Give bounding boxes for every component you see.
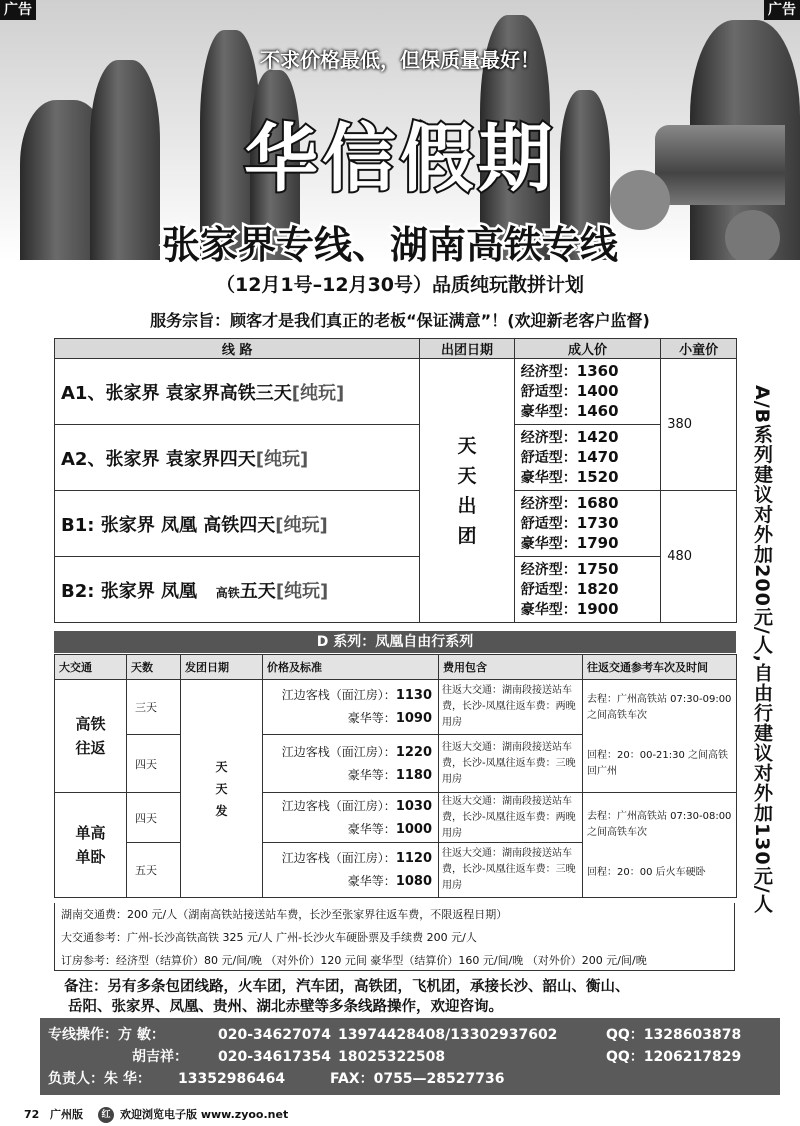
brand-title: 华信假期 [244, 116, 556, 202]
d-includes: 往返大交通：湖南段接送站车费，长沙-凤凰往返车费：三晚用房 [439, 843, 583, 898]
d-price: 江边客栈（面江房）：1130 豪华等：1090 [263, 680, 439, 735]
d-days: 四天 [127, 735, 181, 793]
header-route: 线 路 [55, 339, 420, 359]
note-hunan-transport: 湖南交通费：200 元/人（湖南高铁站接送站车费，长沙至张家界往返车费，不限返程日期） [61, 908, 508, 921]
contact-row [40, 1046, 780, 1068]
contact-phone: 13352986464 [178, 1071, 286, 1087]
page-number: 72 [24, 1108, 40, 1121]
price-a2: 经济型：1420 舒适型：1470 豪华型：1520 [514, 425, 660, 491]
header-depart: 出团日期 [420, 339, 515, 359]
d-header: 价格及标准 [263, 655, 439, 680]
d-days: 五天 [127, 843, 181, 898]
d-price: 江边客栈（面江房）：1220 豪华等：1180 [263, 735, 439, 793]
contact-qq: QQ：1328603878 [606, 1027, 742, 1043]
child-price-a: 380 [661, 359, 737, 491]
route-b2: B2: 张家界 凤凰 高铁五天[纯玩] [55, 557, 420, 623]
contact-row [40, 1024, 780, 1046]
website-link[interactable]: 欢迎浏览电子版 www.zyoo.net [120, 1108, 289, 1121]
d-days: 三天 [127, 680, 181, 735]
service-motto: 服务宗旨：顾客才是我们真正的老板“保证满意”！(欢迎新老客户监督) [150, 311, 650, 330]
contact-label: 负责人：朱 华： [48, 1071, 151, 1087]
slogan: 不求价格最低，但保质量最好！ [260, 48, 540, 72]
date-range: （12月1号–12月30号）品质纯玩散拼计划 [215, 274, 585, 296]
d-daily: 天 天 发 [181, 680, 263, 898]
note-room-ref: 订房参考：经济型（结算价）80 元/间/晚 （对外价）120 元间 豪华型（结算价）160 元/间/晚 （对外价）200 元/间/晚 [61, 954, 647, 967]
contact-label: 胡吉祥： [132, 1049, 188, 1065]
d-header: 往返交通参考车次及时间 [583, 655, 737, 680]
d-series-title: D 系列：凤凰自由行系列 [54, 631, 736, 653]
child-price-b: 480 [661, 491, 737, 623]
price-a1: 经济型：1360 舒适型：1400 豪华型：1460 [514, 359, 660, 425]
contact-mobile: 18025322508 [338, 1049, 446, 1065]
d-header: 天数 [127, 655, 181, 680]
d-header: 费用包含 [439, 655, 583, 680]
contact-panel [40, 1018, 780, 1095]
contact-fax: FAX：0755—28527736 [330, 1071, 505, 1087]
price-b1: 经济型：1680 舒适型：1730 豪华型：1790 [514, 491, 660, 557]
header-adult: 成人价 [514, 339, 660, 359]
contact-phone: 020-34617354 [218, 1049, 331, 1065]
edition-label: 广州版 [50, 1108, 83, 1121]
route-a1: A1、张家界 袁家界高铁三天[纯玩] [55, 359, 420, 425]
d-days: 四天 [127, 793, 181, 843]
route-price-table [54, 338, 737, 623]
remark: 备注：另有多条包团线路，火车团，汽车团，高铁团，飞机团，承接长沙、韶山、衡山、 岳阳、张家界、凤凰、贵州、湖北赤壁等多条线路操作，欢迎咨询。 [64, 979, 630, 1015]
ad-tag-right: 广告 [764, 0, 800, 20]
d-includes: 往返大交通：湖南段接送站车费，长沙-凤凰往返车费：三晚用房 [439, 735, 583, 793]
subtitle: 张家界专线、湖南高铁专线 [161, 223, 618, 267]
route-a2: A2、张家界 袁家界四天[纯玩] [55, 425, 420, 491]
contact-phone: 020-34627074 [218, 1027, 331, 1043]
route-b1: B1: 张家界 凤凰 高铁四天[纯玩] [55, 491, 420, 557]
publisher-logo-icon: 红 [98, 1107, 114, 1123]
ad-tag-left: 广告 [0, 0, 36, 20]
d-header: 发团日期 [181, 655, 263, 680]
contact-mobile: 13974428408/13302937602 [338, 1027, 558, 1043]
d-transport-high-speed: 去程：广州高铁站 07:30-09:00 之间高铁车次 回程：20：00-21:30 之间高铁回广州 [583, 680, 737, 793]
d-price: 江边客栈（面江房）：1030 豪华等：1000 [263, 793, 439, 843]
d-header: 大交通 [55, 655, 127, 680]
group-high-speed: 高铁 往返 [55, 680, 127, 793]
daily-departure: 天 天 出 团 [420, 359, 515, 623]
contact-row [40, 1068, 780, 1090]
price-b2: 经济型：1750 舒适型：1820 豪华型：1900 [514, 557, 660, 623]
d-series-notes [54, 903, 735, 971]
contact-qq: QQ：1206217829 [606, 1049, 742, 1065]
d-includes: 往返大交通：湖南段接送站车费，长沙-凤凰往返车费：两晚用房 [439, 793, 583, 843]
d-series-table [54, 654, 737, 898]
page-footer [0, 1104, 800, 1126]
contact-label: 专线操作：方 敏： [48, 1027, 165, 1043]
d-includes: 往返大交通：湖南段接送站车费，长沙-凤凰往返车费：两晚用房 [439, 680, 583, 735]
note-transport-ref: 大交通参考：广州-长沙高铁高铁 325 元/人 广州-长沙火车硬卧票及手续费 200 元/人 [61, 931, 477, 944]
price-suggestion-note: A/B系列建议对外加200元/人,自由行建议对外加130元/人 [751, 385, 773, 914]
group-single-sleeper: 单高 单卧 [55, 793, 127, 898]
d-transport-single: 去程：广州高铁站 07:30-08:00 之间高铁车次 回程：20：00 后火车硬卧 [583, 793, 737, 898]
header-child: 小童价 [661, 339, 737, 359]
d-price: 江边客栈（面江房）：1120 豪华等：1080 [263, 843, 439, 898]
